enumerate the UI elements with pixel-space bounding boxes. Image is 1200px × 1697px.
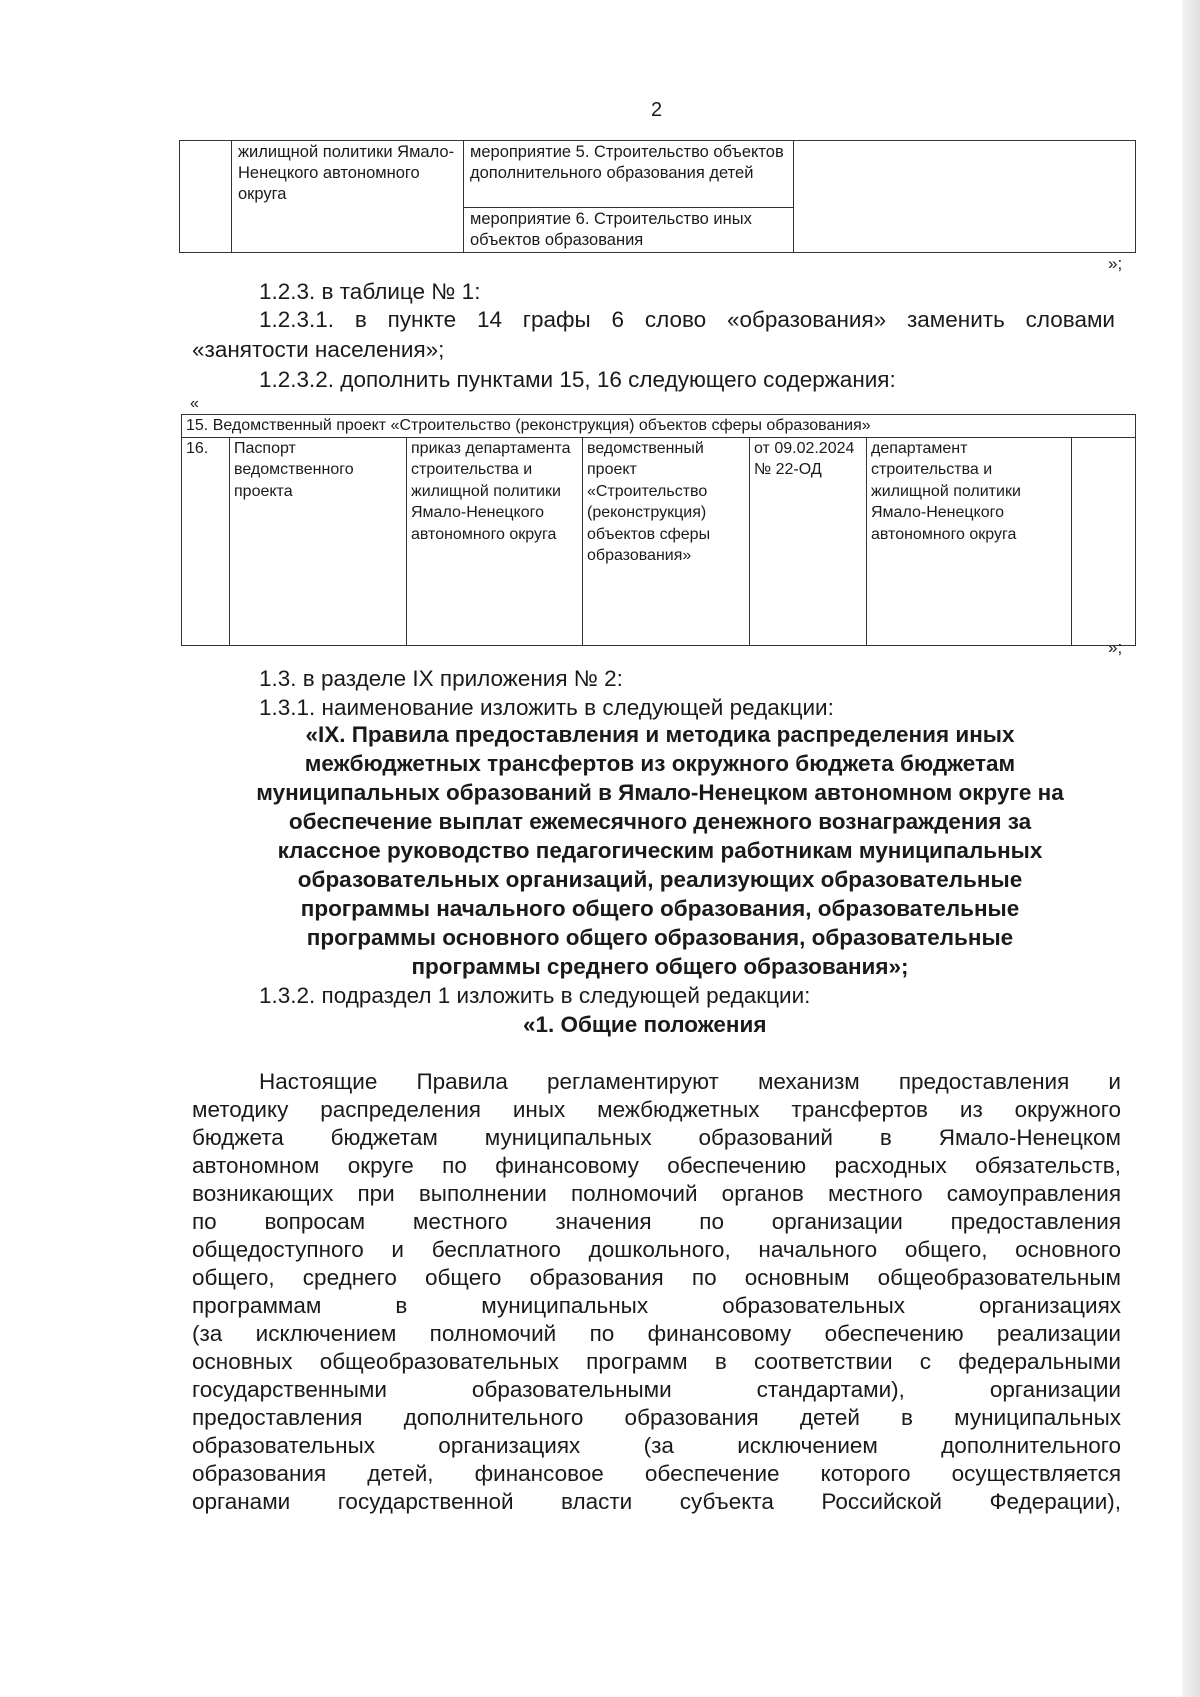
table-cell-16-empty: [1072, 437, 1136, 645]
table-cell-num: [180, 141, 232, 253]
body-line: государственными образовательными стандартами), организации: [192, 1377, 1121, 1402]
body-line: автономном округе по финансовому обеспечению расходных обязательств,: [192, 1153, 1121, 1178]
section-title-line: муниципальных образований в Ямало-Ненецком автономном округе на: [256, 780, 1064, 805]
section-title-line: программы основного общего образования, образовательные: [306, 925, 1014, 950]
body-line: программам в муниципальных образовательных организациях: [192, 1293, 1121, 1318]
body-line: Настоящие Правила регламентируют механизм предоставления и: [259, 1069, 1121, 1094]
table-additions: [181, 414, 1136, 646]
close-quote-1: »;: [1108, 254, 1123, 273]
body-line: по вопросам местного значения по организации предоставления: [192, 1209, 1121, 1234]
section-title-line: обеспечение выплат ежемесячного денежного вознаграждения за: [288, 809, 1032, 834]
body-line: основных общеобразовательных программ в соответствии с федеральными: [192, 1349, 1121, 1374]
section-title-line: образовательных организаций, реализующих образовательные: [297, 867, 1023, 892]
body-line: образования детей, финансовое обеспечение которого осуществляется: [192, 1461, 1121, 1486]
table-cell-empty: [794, 141, 1136, 253]
item-1-3-2: 1.3.2. подраздел 1 изложить в следующей редакции:: [259, 983, 811, 1008]
body-line: методику распределения иных межбюджетных трансфертов из окружного: [192, 1097, 1121, 1122]
body-line: предоставления дополнительного образования детей в муниципальных: [192, 1405, 1121, 1430]
item-1-2-3-1-b: «занятости населения»;: [192, 337, 445, 362]
item-1-2-3-2: 1.2.3.2. дополнить пунктами 15, 16 следующего содержания:: [259, 367, 896, 392]
table-cell-event5: мероприятие 5. Строительство объектов дополнительного образования детей: [464, 141, 794, 208]
table-cell-event6: мероприятие 6. Строительство иных объектов образования: [464, 208, 794, 253]
body-line: общедоступного и бесплатного дошкольного, начального общего, основного: [192, 1237, 1121, 1262]
subsection-heading: «1. Общие положения: [523, 1012, 767, 1037]
item-1-2-3-1-a: 1.2.3.1. в пункте 14 графы 6 слово «образования» заменить словами: [259, 307, 1115, 332]
open-quote: «: [190, 395, 199, 412]
section-title-line: программы начального общего образования, образовательные: [300, 896, 1020, 921]
table-continuation: [179, 140, 1136, 253]
body-line: бюджета бюджетам муниципальных образований в Ямало-Ненецком: [192, 1125, 1121, 1150]
body-line: общего, среднего общего образования по основным общеобразовательным: [192, 1265, 1121, 1290]
body-line: образовательных организациях (за исключением дополнительного: [192, 1433, 1121, 1458]
table-cell-16-dept: департамент строительства и жилищной политики Ямало-Ненецкого автономного округа: [867, 437, 1072, 645]
table-row-15: 15. Ведомственный проект «Строительство (реконструкция) объектов сферы образования»: [182, 415, 1136, 438]
section-title-line: межбюджетных трансфертов из окружного бюджета бюджетам: [304, 751, 1016, 776]
table-cell-16-num: 16.: [182, 437, 230, 645]
body-line: органами государственной власти субъекта Российской Федерации),: [192, 1489, 1121, 1514]
table-cell-16-date: от 09.02.2024 № 22-ОД: [750, 437, 867, 645]
item-1-3: 1.3. в разделе IX приложения № 2:: [259, 666, 623, 691]
close-quote-2: »;: [1108, 638, 1123, 657]
table-cell-dept: жилищной политики Ямало-Ненецкого автономного округа: [232, 141, 464, 253]
section-title-line: «IX. Правила предоставления и методика распределения иных: [305, 722, 1015, 747]
item-1-3-1: 1.3.1. наименование изложить в следующей редакции:: [259, 695, 834, 720]
body-line: возникающих при выполнении полномочий органов местного самоуправления: [192, 1181, 1121, 1206]
section-title-line: классное руководство педагогическим работникам муниципальных: [277, 838, 1043, 863]
table-cell-16-doc: Паспорт ведомственного проекта: [230, 437, 407, 645]
table-cell-16-order: приказ департамента строительства и жилищной политики Ямало-Ненецкого автономного округа: [407, 437, 583, 645]
section-title-line: программы среднего общего образования»;: [411, 954, 909, 979]
page-edge: [1182, 0, 1200, 1697]
page-number: 2: [650, 99, 663, 121]
table-cell-16-project: ведомственный проект «Строительство (реконструкция) объектов сферы образования»: [583, 437, 750, 645]
item-1-2-3: 1.2.3. в таблице № 1:: [259, 279, 481, 304]
body-line: (за исключением полномочий по финансовому обеспечению реализации: [192, 1321, 1121, 1346]
